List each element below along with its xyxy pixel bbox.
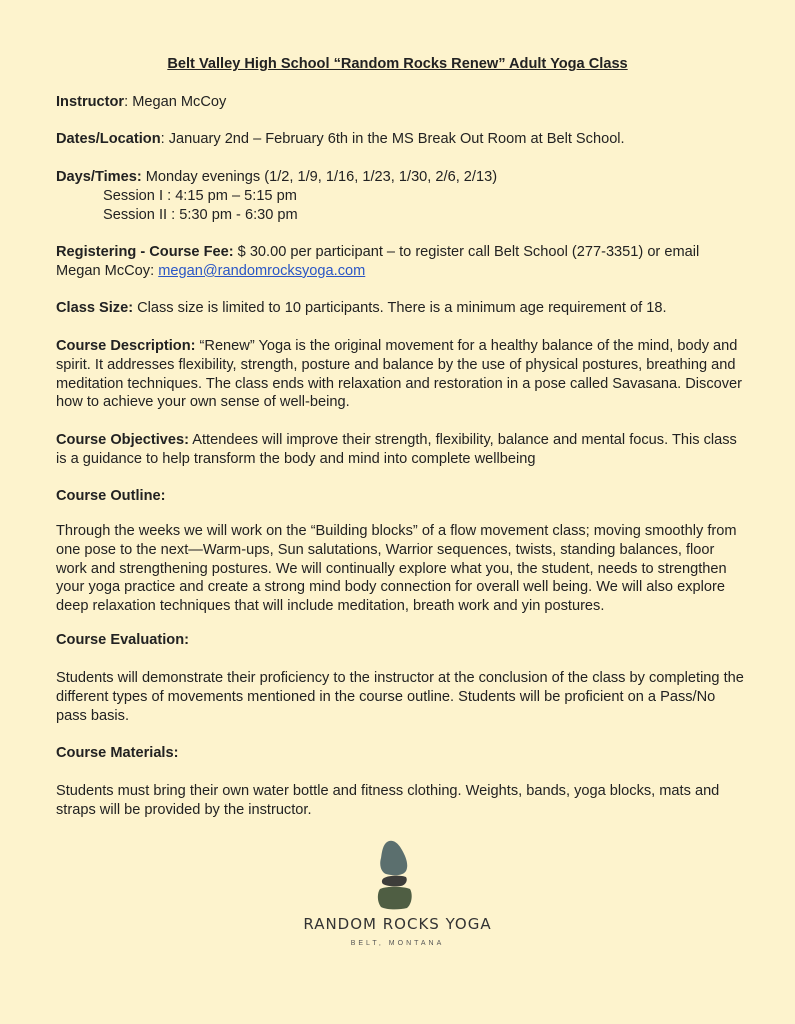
instructor-value: : Megan McCoy	[124, 94, 227, 110]
course-objectives	[56, 431, 746, 469]
class-size-value: Class size is limited to 10 participants. There is a minimum age requirement of 18.	[133, 300, 667, 316]
course-description	[56, 337, 746, 412]
materials-text: Students must bring their own water bottle and fitness clothing. Weights, bands, yoga blocks, mats and straps will be provided by the instructor.	[56, 783, 720, 818]
days-times-section	[56, 168, 746, 224]
session-one: Session I : 4:15 pm – 5:15 pm	[103, 187, 297, 204]
dates-location-line	[56, 130, 746, 149]
objectives-label: Course Objectives:	[56, 432, 190, 448]
materials-heading: Course Materials:	[56, 745, 179, 761]
description-text: “Renew” Yoga is the original movement for a healthy balance of the mind, body and spirit. It addresses flexibility, strength, posture and balance by the use of physical postures, breathing and meditation techniques. The class ends with relaxation and restoration in a pose called Savasana. Discover how to achieve your own sense of well-being.	[56, 338, 743, 411]
page-title: Belt Valley High School “Random Rocks Renew” Adult Yoga Class	[167, 56, 628, 72]
objectives-text: Attendees will improve their strength, flexibility, balance and mental focus. This class is a guidance to help transform the body and mind into complete wellbeing	[56, 432, 737, 467]
instructor-label: Instructor	[56, 94, 125, 110]
stacked-rocks-icon	[373, 838, 423, 912]
session-two: Session II : 5:30 pm - 6:30 pm	[103, 206, 298, 223]
class-size-label: Class Size:	[56, 300, 134, 316]
fee-value: $ 30.00 per participant – to register call Belt School (277-3351) or email Megan McCoy:	[56, 244, 700, 279]
days-label: Days/Times:	[56, 169, 142, 185]
dates-value: : January 2nd – February 6th in the MS Break Out Room at Belt School.	[160, 131, 625, 147]
class-size-line	[56, 299, 746, 318]
logo-brand-text: RANDOM ROCKS YOGA	[303, 915, 492, 933]
dates-label: Dates/Location	[56, 131, 161, 147]
course-fee-section	[56, 243, 746, 281]
description-label: Course Description:	[56, 338, 196, 354]
days-value: Monday evenings (1/2, 1/9, 1/16, 1/23, 1/30, 2/6, 2/13)	[141, 169, 498, 185]
evaluation-text: Students will demonstrate their proficiency to the instructor at the conclusion of the class by completing the different types of movements mentioned in the course outline. Students will be proficient on a Pass/No pass basis.	[56, 670, 744, 724]
random-rocks-yoga-logo	[0, 838, 795, 954]
outline-heading: Course Outline:	[56, 488, 166, 504]
instructor-line	[56, 93, 746, 112]
evaluation-heading: Course Evaluation:	[56, 632, 189, 648]
logo-location-text: BELT, MONTANA	[350, 939, 445, 947]
email-link[interactable]: megan@randomrocksyoga.com	[158, 262, 366, 279]
fee-label: Registering - Course Fee:	[56, 244, 234, 260]
outline-text: Through the weeks we will work on the “Building blocks” of a flow movement class; moving smoothly from one pose to the next—Warm-ups, Sun salutations, Warrior sequences, twists, standing balances, floor work and strengthening postures. We will continually explore what you, the student, needs to strengthen your yoga practice and create a strong mind body connection for overall well being. We will also explore deep relaxation techniques that will include meditation, breath work and yin postures.	[56, 523, 737, 615]
